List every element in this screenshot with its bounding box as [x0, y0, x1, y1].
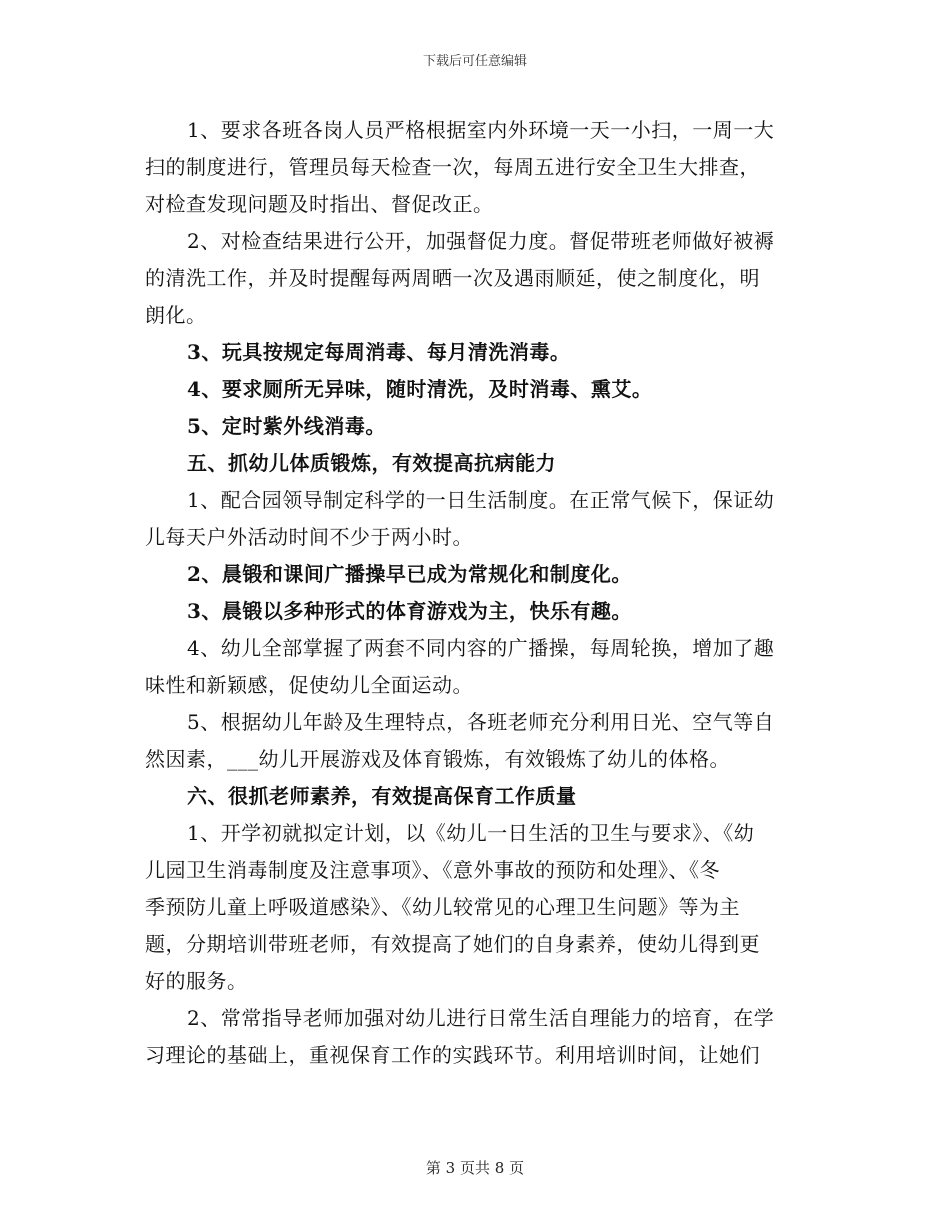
text-line: 3、晨锻以多种形式的体育游戏为主，快乐有趣。 [187, 599, 632, 623]
text-line: 1、开学初就拟定计划，以《幼儿一日生活的卫生与要求》、《幼 [187, 821, 755, 845]
text-line: 5、定时紫外线消毒。 [187, 414, 386, 438]
text-line: 五、抓幼儿体质锻炼，有效提高抗病能力 [187, 451, 556, 475]
text-line: 味性和新颖感，促使幼儿全面运动。 [145, 673, 473, 697]
text-line: 六、很抓老师素养，有效提高保育工作质量 [187, 784, 577, 808]
text-line: 4、幼儿全部掌握了两套不同内容的广播操，每周轮换，增加了趣 [187, 636, 775, 660]
text-line: 扫的制度进行，管理员每天检查一次，每周五进行安全卫生大排查， [145, 155, 760, 179]
text-line: 2、常常指导老师加强对幼儿进行日常生活自理能力的培育，在学 [187, 1006, 775, 1030]
text-line: 2、对检查结果进行公开，加强督促力度。督促带班老师做好被褥 [187, 229, 775, 253]
text-line: 1、要求各班各岗人员严格根据室内外环境一天一小扫，一周一大 [187, 118, 775, 142]
text-line: 5、根据幼儿年龄及生理特点，各班老师充分利用日光、空气等自 [187, 710, 775, 734]
text-line: 朗化。 [145, 303, 207, 327]
text-line: 习理论的基础上，重视保育工作的实践环节。利用培训时间，让她们 [145, 1043, 760, 1067]
text-line: 然因素，___幼儿开展游戏及体育锻炼，有效锻炼了幼儿的体格。 [145, 747, 730, 771]
text-line: 对检查发现问题及时指出、督促改正。 [145, 192, 494, 216]
text-line: 3、玩具按规定每周消毒、每月清洗消毒。 [187, 340, 571, 364]
page-footer: 第 3 页共 8 页 [425, 1159, 525, 1177]
text-line: 季预防儿童上呼吸道感染》、《幼儿较常见的心理卫生问题》等为主 [145, 895, 740, 919]
document-body [145, 112, 810, 1074]
text-line: 儿每天户外活动时间不少于两小时。 [145, 525, 473, 549]
text-line: 2、晨锻和课间广播操早已成为常规化和制度化。 [187, 562, 632, 586]
text-line: 4、要求厕所无异味，随时清洗，及时消毒、熏艾。 [187, 377, 653, 401]
text-line: 好的服务。 [145, 969, 248, 993]
text-line: 题，分期培训带班老师，有效提高了她们的自身素养，使幼儿得到更 [145, 932, 760, 956]
page-header: 下载后可任意编辑 [422, 54, 527, 69]
text-line: 儿园卫生消毒制度及注意事项》、《意外事故的预防和处理》、《冬 [145, 858, 720, 882]
text-line: 1、配合园领导制定科学的一日生活制度。在正常气候下，保证幼 [187, 488, 775, 512]
text-line: 的清洗工作，并及时提醒每两周晒一次及遇雨顺延，使之制度化，明 [145, 266, 760, 290]
